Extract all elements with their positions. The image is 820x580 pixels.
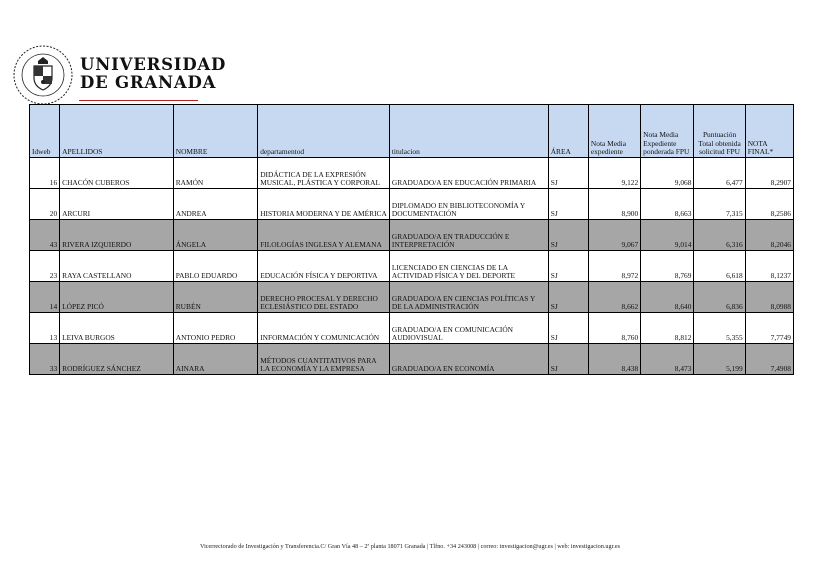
cell-titulacion: GRADUADO/A EN ECONOMÍA [389,344,548,375]
cell-idweb: 33 [30,344,60,375]
cell-nota-media: 9,122 [588,158,640,189]
cell-apellidos: CHACÓN CUBEROS [60,158,174,189]
cell-nota-ponderada: 8,473 [641,344,694,375]
cell-titulacion: DIPLOMADO EN BIBLIOTECONOMÍA Y DOCUMENTACIÓN [389,189,548,220]
cell-apellidos: LÓPEZ PICÓ [60,282,174,313]
cell-departamento: HISTORIA MODERNA Y DE AMÉRICA [258,189,390,220]
cell-idweb: 14 [30,282,60,313]
cell-puntuacion: 7,315 [694,189,745,220]
col-header-puntuacion: Puntuación Total obtenida solicitud FPU [694,105,745,158]
cell-area: SJ [548,313,588,344]
cell-nombre: AINARA [173,344,257,375]
results-table [29,104,794,375]
col-header-titulacion: titulacion [389,105,548,158]
col-header-apellidos: APELLIDOS [60,105,174,158]
cell-titulacion: GRADUADO/A EN CIENCIAS POLÍTICAS Y DE LA ADMINISTRACIÓN [389,282,548,313]
table-row [30,189,794,220]
header-accent-rule [79,100,198,101]
cell-titulacion: GRADUADO/A EN EDUCACIÓN PRIMARIA [389,158,548,189]
table-body [30,158,794,375]
cell-nombre: ÁNGELA [173,220,257,251]
cell-titulacion: LICENCIADO EN CIENCIAS DE LA ACTIVIDAD FÍSICA Y DEL DEPORTE [389,251,548,282]
table-row [30,313,794,344]
cell-area: SJ [548,158,588,189]
university-name [80,56,226,92]
cell-titulacion: GRADUADO/A EN COMUNICACIÓN AUDIOVISUAL [389,313,548,344]
cell-nota-media: 8,662 [588,282,640,313]
cell-puntuacion: 6,316 [694,220,745,251]
cell-puntuacion: 5,355 [694,313,745,344]
cell-nota-media: 8,438 [588,344,640,375]
cell-departamento: MÉTODOS CUANTITATIVOS PARA LA ECONOMÍA Y LA EMPRESA [258,344,390,375]
table-header-row [30,105,794,158]
cell-departamento: FILOLOGÍAS INGLESA Y ALEMANA [258,220,390,251]
cell-nota-ponderada: 9,014 [641,220,694,251]
cell-nota-ponderada: 8,640 [641,282,694,313]
cell-nombre: RUBÉN [173,282,257,313]
cell-idweb: 16 [30,158,60,189]
cell-nota-ponderada: 8,663 [641,189,694,220]
cell-nota-final: 8,2046 [745,220,793,251]
cell-puntuacion: 6,836 [694,282,745,313]
cell-apellidos: LEIVA BURGOS [60,313,174,344]
cell-departamento: INFORMACIÓN Y COMUNICACIÓN [258,313,390,344]
col-header-idweb: Idweb [30,105,60,158]
cell-nota-ponderada: 9,068 [641,158,694,189]
cell-nota-media: 9,067 [588,220,640,251]
col-header-area: ÁREA [548,105,588,158]
cell-area: SJ [548,282,588,313]
cell-nota-final: 8,1237 [745,251,793,282]
col-header-nota-media: Nota Media expediente [588,105,640,158]
cell-idweb: 20 [30,189,60,220]
cell-idweb: 23 [30,251,60,282]
table-row [30,251,794,282]
university-seal-icon [12,44,74,106]
cell-nombre: ANTONIO PEDRO [173,313,257,344]
cell-apellidos: RODRÍGUEZ SÁNCHEZ [60,344,174,375]
cell-nota-media: 8,760 [588,313,640,344]
cell-nota-ponderada: 8,769 [641,251,694,282]
cell-puntuacion: 6,477 [694,158,745,189]
cell-nota-media: 8,972 [588,251,640,282]
cell-area: SJ [548,344,588,375]
cell-nota-final: 8,2586 [745,189,793,220]
col-header-nota-final: NOTA FINAL* [745,105,793,158]
cell-nota-final: 7,7749 [745,313,793,344]
col-header-nombre: NOMBRE [173,105,257,158]
cell-titulacion: GRADUADO/A EN TRADUCCIÓN E INTERPRETACIÓN [389,220,548,251]
table-row [30,282,794,313]
cell-apellidos: RIVERA IZQUIERDO [60,220,174,251]
cell-nombre: PABLO EDUARDO [173,251,257,282]
university-name-line2: DE GRANADA [80,73,217,92]
cell-departamento: DERECHO PROCESAL Y DERECHO ECLESIÁSTICO DEL ESTADO [258,282,390,313]
cell-area: SJ [548,251,588,282]
col-header-nota-ponderada: Nota Media Expediente ponderada FPU [641,105,694,158]
cell-apellidos: RAYA CASTELLANO [60,251,174,282]
cell-nombre: RAMÓN [173,158,257,189]
cell-puntuacion: 5,199 [694,344,745,375]
cell-idweb: 43 [30,220,60,251]
cell-apellidos: ARCURI [60,189,174,220]
cell-nombre: ANDREA [173,189,257,220]
page-footer: Vicerrectorado de Investigación y Transferencia.C/ Gran Vía 48 – 2ª planta 18071 Granada | Tlfno. +34 243008 | correo: investigacion@ugr.es | web: investigacion.ugr.es [199,543,621,550]
table-row [30,220,794,251]
cell-nota-media: 8,900 [588,189,640,220]
cell-nota-final: 8,0988 [745,282,793,313]
table-row [30,158,794,189]
cell-idweb: 13 [30,313,60,344]
table-row [30,344,794,375]
university-name-line1: UNIVERSIDAD [80,55,227,74]
cell-nota-final: 7,4908 [745,344,793,375]
cell-area: SJ [548,220,588,251]
cell-puntuacion: 6,618 [694,251,745,282]
cell-nota-ponderada: 8,812 [641,313,694,344]
col-header-departamento: departamentod [258,105,390,158]
cell-departamento: DIDÁCTICA DE LA EXPRESIÓN MUSICAL, PLÁSTICA Y CORPORAL [258,158,390,189]
cell-area: SJ [548,189,588,220]
cell-nota-final: 8,2907 [745,158,793,189]
cell-departamento: EDUCACIÓN FÍSICA Y DEPORTIVA [258,251,390,282]
